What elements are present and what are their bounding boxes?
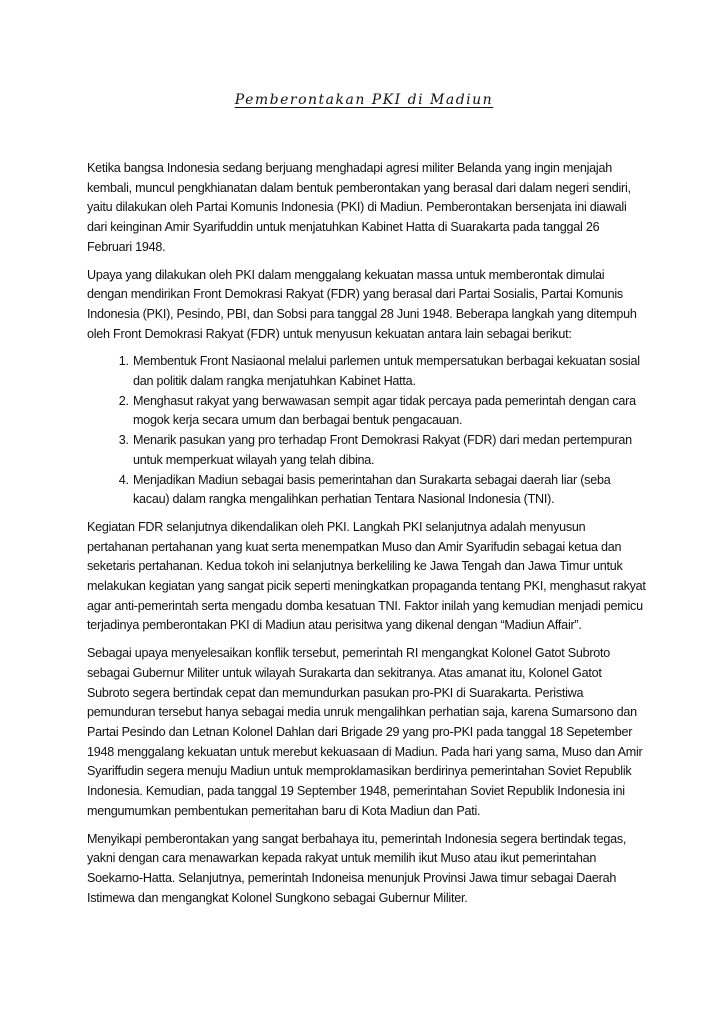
document-body	[87, 159, 647, 916]
paragraph-4: Sebagai upaya menyelesaikan konflik tersebut, pemerintah RI mengangkat Kolonel Gatot Subroto sebagai Gubernur Militer untuk wilayah Surakarta dan sekitranya. Atas amanat itu, Kolonel Gatot Subroto segera bertindak cepat dan memundurkan pasukan pro-PKI di Suarakarta. Peristiwa pemunduran tersebut hanya sebagai media unruk mengalihkan perhatian saja, karena Sumarsono dan Partai Pesindo dan Letnan Kolonel Dahlan dari Brigade 29 yang pro-PKI pada tanggal 18 Sepetember 1948 menggalang kekuatan untuk merebut kekuasaan di Madiun. Pada hari yang sama, Muso dan Amir Syariffudin segera menuju Madiun untuk memproklamasikan berdirinya pemerintahan Soviet Republik Indonesia. Kemudian, pada tanggal 19 September 1948, pemerintahan Soviet Republik Indonesia ini mengumumkan pembentukan pemeritahan baru di Kota Madiun dan Pati.	[87, 646, 643, 818]
steps-list-item: 2. Menghasut rakyat yang berwawasan sempit agar tidak percaya pada pemerintah dengan cara mogok kerja secara umum dan berbagai bentuk pengacauan.	[132, 392, 647, 431]
paragraph-3: Kegiatan FDR selanjutnya dikendalikan oleh PKI. Langkah PKI selanjutnya adalah menyusun pertahanan pertahanan yang kuat serta menempatkan Muso dan Amir Syarifudin sebagai ketua dan seketaris pertahanan. Kedua tokoh ini selanjutnya berkeliling ke Jawa Tengah dan Jawa Timur untuk melakukan kegiatan yang sangat picik seperti meningkatkan propaganda tentang PKI, menghasut rakyat agar anti-pemerintah serta mengadu domba kesatuan TNI. Faktor inilah yang kemudian menjadi pemicu terjadinya pemberontakan PKI di Madiun atau perisitwa yang dikenal dengan “Madiun Affair”.	[87, 519, 646, 633]
steps-list-item: 1. Membentuk Front Nasiaonal melalui parlemen untuk mempersatukan berbagai kekuatan sosial dan politik dalam rangka menjatuhkan Kabinet Hatta.	[132, 352, 647, 391]
steps-list-item: 3. Menarik pasukan yang pro terhadap Front Demokrasi Rakyat (FDR) dari medan pertempuran untuk memperkuat wilayah yang telah dibina.	[132, 431, 647, 470]
paragraph-1: Ketika bangsa Indonesia sedang berjuang menghadapi agresi militer Belanda yang ingin menjajah kembali, muncul pengkhianatan dalam bentuk pemberontakan yang berasal dari dalam negeri sendiri, yaitu dilakukan oleh Partai Komunis Indonesia (PKI) di Madiun. Pemberontakan bersenjata ini diawali dari keinginan Amir Syarifuddin untuk menjatuhkan Kabinet Hatta di Suarakarta pada tanggal 26 Februari 1948.	[87, 161, 631, 254]
paragraph-5: Menyikapi pemberontakan yang sangat berbahaya itu, pemerintah Indonesia segera bertindak tegas, yakni dengan cara menawarkan kepada rakyat untuk memilih ikut Muso atau ikut pemerintahan Soekarno-Hatta. Selanjutnya, pemerintah Indoneisa menunjuk Provinsi Jawa timur sebagai Daerah Istimewa dan mengangkat Kolonel Sungkono sebagai Gubernur Militer.	[87, 831, 627, 905]
steps-list	[87, 352, 647, 510]
steps-list-item: 4. Menjadikan Madiun sebagai basis pemerintahan dan Surakarta sebagai daerah liar (seba kacau) dalam rangka mengalihkan perhatian Tentara Nasional Indonesia (TNI).	[132, 471, 647, 510]
document-title: Pemberontakan PKI di Madiun	[234, 92, 494, 108]
paragraph-2: Upaya yang dilakukan oleh PKI dalam menggalang kekuatan massa untuk memberontak dimulai dengan mendirikan Front Demokrasi Rakyat (FDR) yang berasal dari Partai Sosialis, Partai Komunis Indonesia (PKI), Pesindo, PBI, dan Sobsi para tanggal 28 Juni 1948. Beberapa langkah yang ditempuh oleh Front Demokrasi Rakyat (FDR) untuk menyusun kekuatan antara lain sebagai berikut:	[87, 267, 637, 341]
